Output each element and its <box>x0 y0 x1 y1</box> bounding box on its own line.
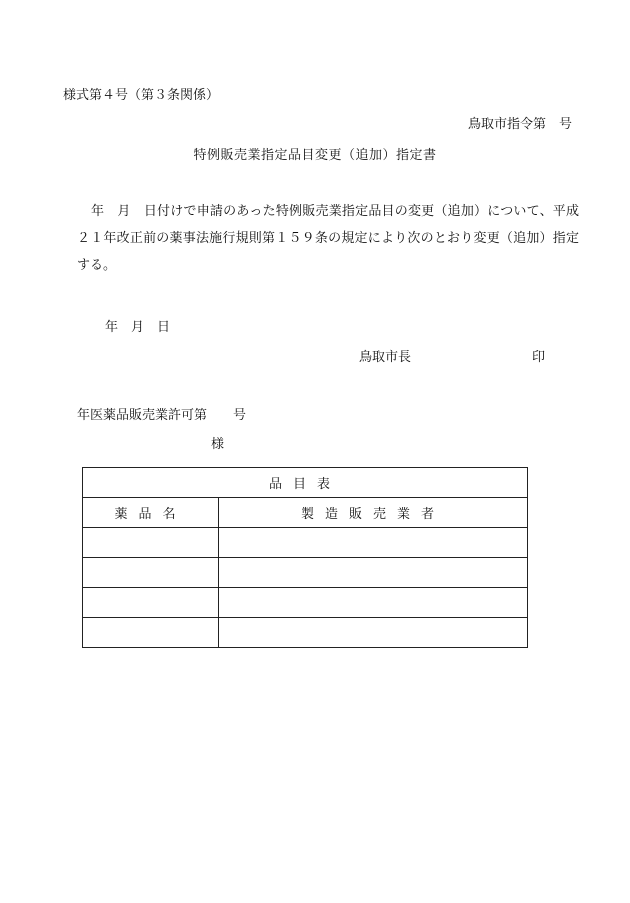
table-caption: 品目表 <box>83 468 528 498</box>
cell-drug-name <box>83 618 219 648</box>
document-number: 鳥取市指令第 号 <box>467 117 572 132</box>
date-line: 年 月 日 <box>105 320 171 335</box>
form-number: 様式第４号（第３条関係） <box>63 88 220 103</box>
cell-drug-name <box>83 588 219 618</box>
cell-manufacturer <box>219 588 528 618</box>
addressee-honorific: 様 <box>211 437 225 452</box>
seal-mark: 印 <box>532 350 546 365</box>
cell-manufacturer <box>219 558 528 588</box>
permit-number: 年医薬品販売業許可第 号 <box>77 408 247 423</box>
table-row <box>83 618 528 648</box>
table-row <box>83 528 528 558</box>
document-title: 特例販売業指定品目変更（追加）指定書 <box>193 148 437 163</box>
cell-manufacturer <box>219 618 528 648</box>
body-text: 年 月 日付けで申請のあった特例販売業指定品目の変更（追加）について、平成２１年改正前の薬事法施行規則第１５９条の規定により次のとおり変更（追加）指定する。 <box>77 204 579 273</box>
cell-drug-name <box>83 558 219 588</box>
header-drug-name: 薬品名 <box>83 498 219 528</box>
header-manufacturer: 製造販売業者 <box>219 498 528 528</box>
table-caption-row <box>83 468 528 498</box>
table-row <box>83 558 528 588</box>
item-table <box>82 467 528 648</box>
table-row <box>83 588 528 618</box>
issuer-name: 鳥取市長 <box>359 350 412 365</box>
table-header-row <box>83 498 528 528</box>
cell-drug-name <box>83 528 219 558</box>
cell-manufacturer <box>219 528 528 558</box>
